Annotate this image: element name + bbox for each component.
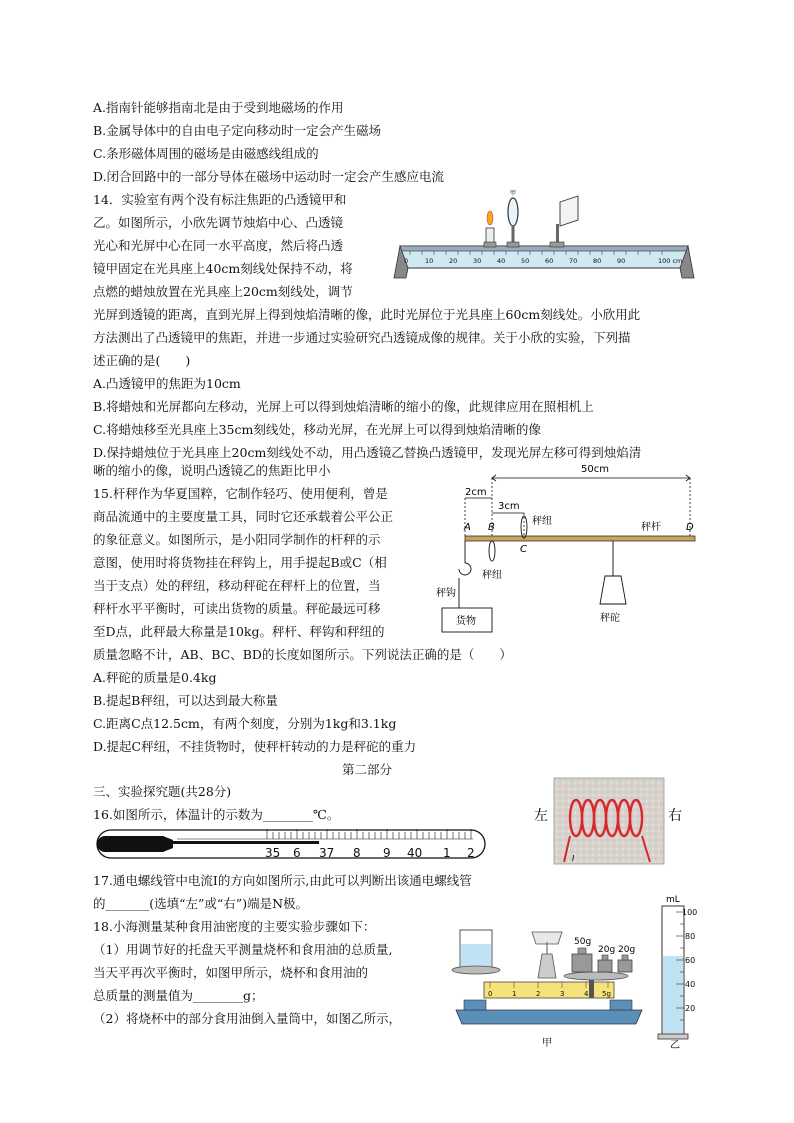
q14-line-8: 述正确的是( ) <box>93 353 191 368</box>
q14-line-5: 点燃的蜡烛放置在光具座上20cm刻线处，调节 <box>93 284 353 299</box>
rider-4: 4 <box>584 990 589 998</box>
bench-tick-10: 10 <box>425 257 434 265</box>
weight-20g-b: 20g <box>618 945 636 955</box>
bench-tick-50: 50 <box>521 257 530 265</box>
section3-title: 三、实验探究题(共28分) <box>93 784 232 799</box>
cylinder-figure <box>656 890 702 1050</box>
q18-line-1: 18.小海测量某种食用油密度的主要实验步骤如下： <box>93 919 376 934</box>
weight-50g: 50g <box>574 937 592 947</box>
cyl-tick-80: 80 <box>685 932 696 941</box>
label-niu-top: 秤纽 <box>532 516 552 527</box>
thermo-label-37: 37 <box>319 846 335 860</box>
q14-line-1: 14．实验室有两个没有标注焦距的凸透镜甲和 <box>93 192 347 207</box>
q16-text: 16.如图所示，体温计的示数为________℃。 <box>93 807 340 822</box>
q18-line-2: （1）用调节好的托盘天平测量烧杯和食用油的总质量, <box>93 942 393 957</box>
q15-option-b: B.提起B秤纽，可以达到最大称量 <box>93 693 278 708</box>
dim-50cm: 50cm <box>581 464 609 475</box>
thermo-label-6: 6 <box>293 846 301 860</box>
q17-line-1: 17.通电螺线管中电流I的方向如图所示,由此可以判断出该通电螺线管 <box>93 873 472 888</box>
thermometer-figure <box>93 826 501 862</box>
label-niu-b: 秤纽 <box>482 570 502 581</box>
q15-line-4: 意图，使用时将货物挂在秤钩上，用手提起B或C（相 <box>93 555 387 570</box>
bench-tick-40: 40 <box>497 257 506 265</box>
rider-1: 1 <box>512 990 517 998</box>
light-screen <box>550 196 578 247</box>
bench-tick-60: 60 <box>545 257 554 265</box>
bench-tick-0: 0 <box>404 257 409 265</box>
rider-5g: 5g <box>602 990 611 998</box>
candle <box>484 211 496 247</box>
thermo-label-1: 1 <box>443 846 451 860</box>
q18-line-3: 当天平再次平衡时，如图甲所示，烧杯和食用油的 <box>93 965 369 980</box>
steelyard-figure <box>428 458 708 638</box>
q14-option-d-cont: 晰的缩小的像，说明凸透镜乙的焦距比甲小 <box>93 463 331 478</box>
q17-line-2: 的_______(选填“左”或“右”)端是N极。 <box>93 896 309 911</box>
label-goods: 货物 <box>456 616 476 627</box>
thermo-label-40: 40 <box>407 846 423 860</box>
bench-tick-90: 90 <box>617 257 626 265</box>
label-left: 左 <box>534 808 548 824</box>
q15-line-6: 秤杆水平平衡时，可读出货物的质量。秤砣最远可移 <box>93 601 381 616</box>
balance-figure <box>446 924 652 1052</box>
weights <box>572 937 635 972</box>
q15-line-5: 当于支点）处的秤纽，移动秤砣在秤杆上的位置，当 <box>93 578 381 593</box>
bench-tick-100: 100 cm <box>658 257 683 265</box>
rider-2: 2 <box>536 990 541 998</box>
cyl-tick-100: 100 <box>682 908 698 917</box>
bench-tick-80: 80 <box>593 257 602 265</box>
bench-tick-30: 30 <box>473 257 482 265</box>
q18-line-5: （2）将烧杯中的部分食用油倒入量筒中，如图乙所示， <box>93 1011 401 1026</box>
solenoid-figure <box>532 776 692 868</box>
q15-option-d: D.提起C秤纽，不挂货物时，使秤杆转动的力是秤砣的重力 <box>93 739 417 754</box>
convex-lens <box>507 189 519 247</box>
q14-line-4: 镜甲固定在光具座上40cm刻线处保持不动，将 <box>93 261 353 276</box>
point-d: D <box>686 522 694 533</box>
q18-line-4: 总质量的测量值为________g； <box>93 988 264 1003</box>
thermo-label-8: 8 <box>353 846 361 860</box>
caption-jia: 甲 <box>542 1038 552 1049</box>
bench-tick-20: 20 <box>449 257 458 265</box>
rider-0: 0 <box>488 990 493 998</box>
weight-20g-a: 20g <box>598 945 616 955</box>
dim-2cm: 2cm <box>465 487 487 498</box>
q15-line-8: 质量忽略不计，AB、BC、BD的长度如图所示。下列说法正确的是（ ） <box>93 647 512 662</box>
label-gan: 秤杆 <box>641 522 661 533</box>
thermo-label-2: 2 <box>467 846 475 860</box>
q13-option-a: A.指南针能够指南北是由于受到地磁场的作用 <box>93 100 344 115</box>
q14-line-3: 光心和光屏中心在同一水平高度，然后将凸透 <box>93 238 344 253</box>
bench-tick-70: 70 <box>569 257 578 265</box>
cyl-tick-60: 60 <box>685 956 696 965</box>
q14-option-b: B.将蜡烛和光屏都向左移动，光屏上可以得到烛焰清晰的缩小的像，此规律应用在照相机上 <box>93 399 594 414</box>
q14-option-a: A.凸透镜甲的焦距为10cm <box>93 376 241 391</box>
thermo-label-9: 9 <box>383 846 391 860</box>
cyl-tick-20: 20 <box>685 1004 696 1013</box>
q13-option-d: D.闭合回路中的一部分导体在磁场中运动时一定会产生感应电流 <box>93 169 445 184</box>
label-right: 右 <box>668 808 682 824</box>
q15-option-c: C.距离C点12.5cm，有两个刻度，分别为1kg和3.1kg <box>93 716 397 731</box>
q15-line-2: 商品流通中的主要度量工具，同时它还承载着公平公正 <box>93 509 394 524</box>
cylinder-unit: mL <box>666 895 680 905</box>
q15-option-a: A.秤砣的质量是0.4kg <box>93 670 217 685</box>
q13-option-b: B.金属导体中的自由电子定向移动时一定会产生磁场 <box>93 123 382 138</box>
label-tuo: 秤砣 <box>600 613 620 624</box>
cyl-tick-40: 40 <box>685 980 696 989</box>
label-current: I <box>572 854 575 863</box>
optical-bench-figure <box>392 188 697 283</box>
rider-3: 3 <box>560 990 565 998</box>
part2-title: 第二部分 <box>342 762 393 777</box>
q14-line-6: 光屏到透镜的距离，直到光屏上得到烛焰清晰的像，此时光屏位于光具座上60cm刻线处。小欣用此 <box>93 307 641 322</box>
q14-line-2: 乙。如图所示，小欣先调节烛焰中心、凸透镜 <box>93 215 344 230</box>
q15-line-3: 的象征意义。如图所示，是小阳同学制作的杆秤的示 <box>93 532 381 547</box>
q14-option-d: D.保持蜡烛位于光具座上20cm刻线处不动，用凸透镜乙替换凸透镜甲，发现光屏左移可得到烛焰清 <box>93 445 642 460</box>
q15-line-7: 至D点，此秤最大称量是10kg。秤杆、秤钩和秤纽的 <box>93 624 385 639</box>
thermo-label-35: 35 <box>265 846 281 860</box>
lens-label: 甲 <box>510 190 517 197</box>
dim-3cm: 3cm <box>498 501 520 512</box>
q13-option-c: C.条形磁体周围的磁场是由磁感线组成的 <box>93 146 319 161</box>
caption-yi: 乙 <box>670 1040 680 1050</box>
q15-line-1: 15.杆秤作为华夏国粹，它制作轻巧、使用便利，曾是 <box>93 486 388 501</box>
point-a: A <box>464 522 471 533</box>
q14-option-c: C.将蜡烛移至光具座上35cm刻线处，移动光屏，在光屏上可以得到烛焰清晰的像 <box>93 422 541 437</box>
point-c: C <box>520 544 527 555</box>
q14-line-7: 方法测出了凸透镜甲的焦距，并进一步通过实验研究凸透镜成像的规律。关于小欣的实验，下列描 <box>93 330 631 345</box>
point-b: B <box>488 522 495 533</box>
label-gou: 秤钩 <box>436 588 456 599</box>
